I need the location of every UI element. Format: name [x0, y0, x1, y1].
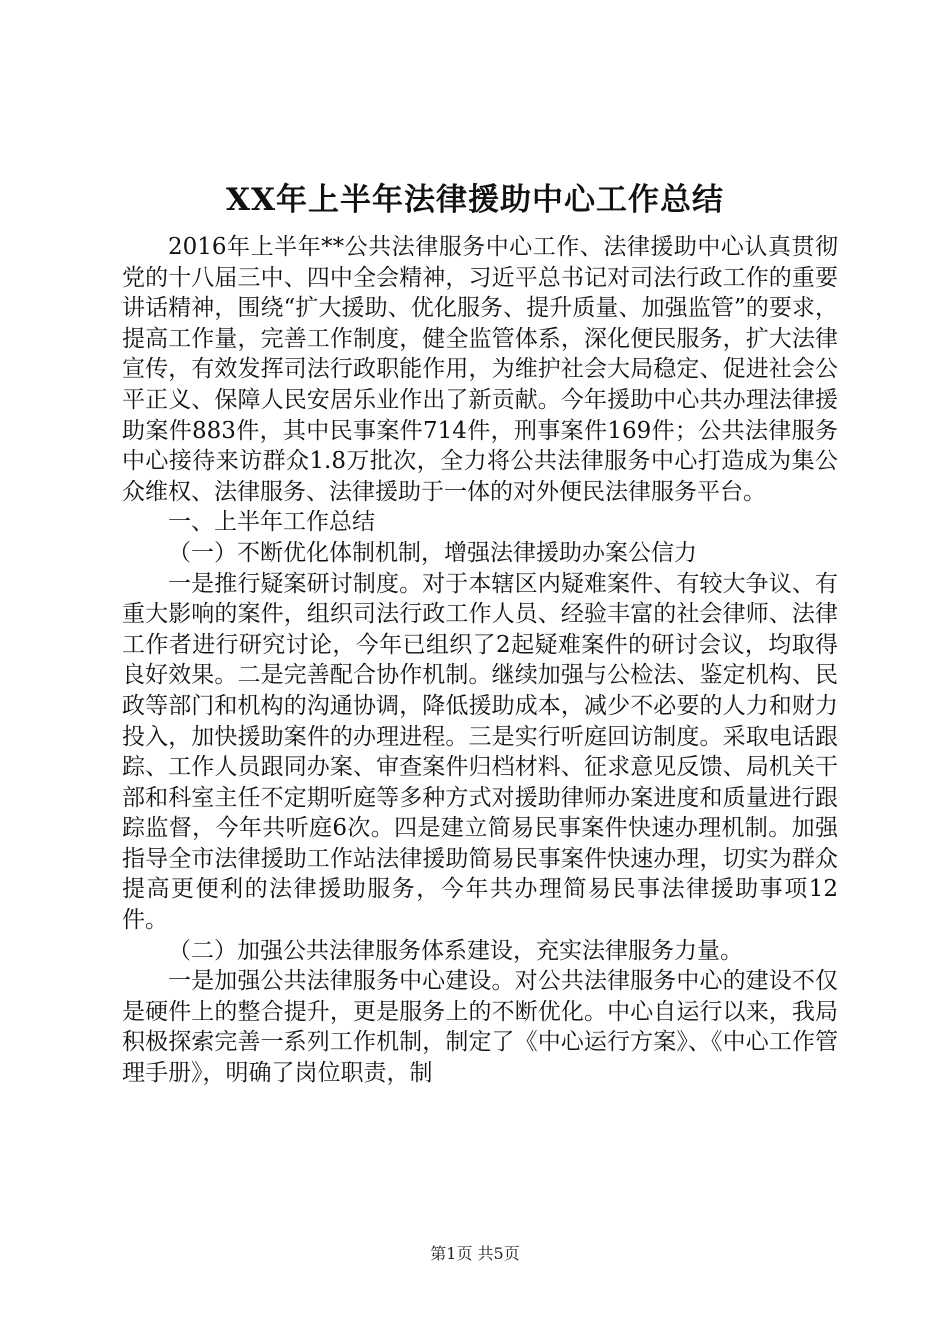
subsection-heading-1: （一）不断优化体制机制，增强法律援助办案公信力	[168, 539, 697, 566]
subsection-2-paragraph: 一是加强公共法律服务中心建设。对公共法律服务中心的建设不仅是硬件上的整合提升，更是服务上的不断优化。中心自运行以来，我局积极探索完善一系列工作机制，制定了《中心运行方案》、《中心工作管理手册》，明确了岗位职责，制	[122, 968, 838, 1087]
section-heading-1: 一、上半年工作总结	[168, 509, 375, 536]
subsection-1-paragraph: 一是推行疑案研讨制度。对于本辖区内疑难案件、有较大争议、有重大影响的案件，组织司法行政工作人员、经验丰富的社会律师、法律工作者进行研究讨论，今年已组织了2起疑难案件的研讨会议，均取得良好效果。二是完善配合协作机制。继续加强与公检法、鉴定机构、民政等部门和机构的沟通协调，降低援助成本，减少不必要的人力和财力投入，加快援助案件的办理进程。三是实行听庭回访制度。采取电话跟踪、工作人员跟同办案、审查案件归档材料、征求意见反馈、局机关干部和科室主任不定期听庭等多种方式对援助律师办案进度和质量进行跟踪监督，今年共听庭6次。四是建立简易民事案件快速办理机制。加强指导全市法律援助工作站法律援助简易民事案件快速办理，切实为群众提高更便利的法律援助服务，今年共办理简易民事法律援助事项12件。	[122, 570, 838, 934]
subsection-heading-2: （二）加强公共法律服务体系建设，充实法律服务力量。	[168, 937, 743, 964]
page-footer: 第1页 共5页	[430, 1244, 520, 1263]
document-title: XX年上半年法律援助中心工作总结	[225, 182, 725, 218]
intro-paragraph: 2016年上半年**公共法律服务中心工作、法律援助中心认真贯彻党的十八届三中、四中全会精神，习近平总书记对司法行政工作的重要讲话精神，围绕“扩大援助、优化服务、提升质量、加强监管”的要求，提高工作量，完善工作制度，健全监管体系，深化便民服务，扩大法律宣传，有效发挥司法行政职能作用，为维护社会大局稳定、促进社会公平正义、保障人民安居乐业作出了新贡献。今年援助中心共办理法律援助案件883件，其中民事案件714件，刑事案件169件；公共法律服务中心接待来访群众1.8万批次，全力将公共法律服务中心打造成为集公众维权、法律服务、法律援助于一体的对外便民法律服务平台。	[122, 234, 838, 505]
document-body	[122, 232, 838, 1089]
